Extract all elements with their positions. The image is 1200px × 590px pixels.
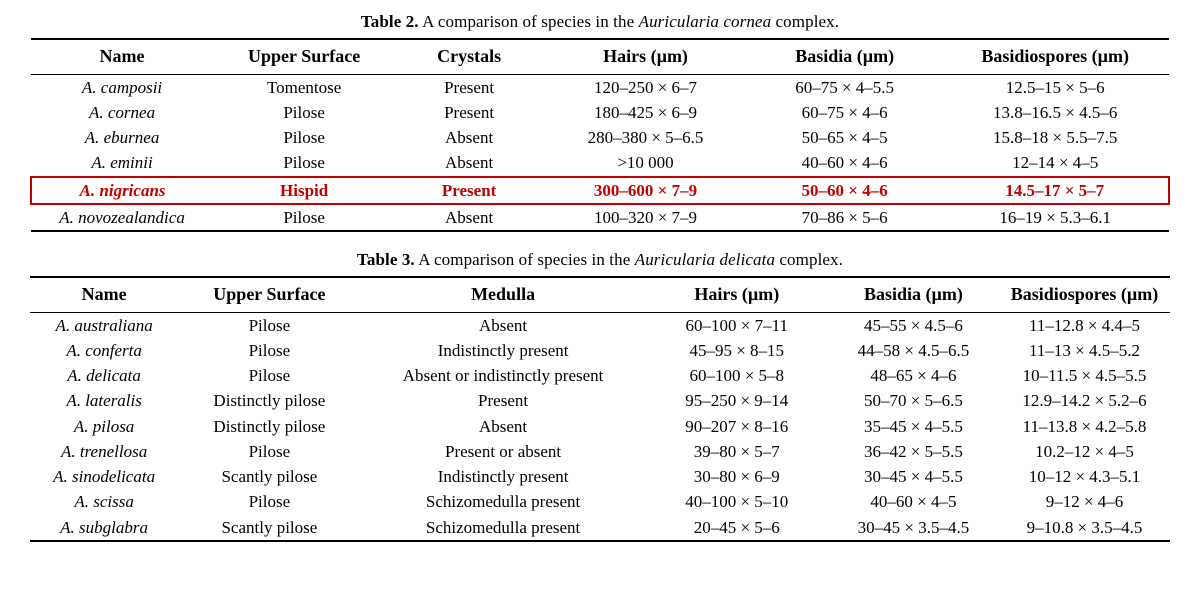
table-row <box>30 489 1170 514</box>
cell-basidiospores: 12.5–15 × 5–6 <box>1005 77 1105 97</box>
cell-crystals: Absent <box>395 204 543 231</box>
cell-basidia: 40–60 × 4–6 <box>801 153 888 173</box>
cell-medulla: Schizomedulla present <box>361 515 646 541</box>
cell-basidia: 50–70 × 5–6.5 <box>864 391 963 411</box>
cell-upper-surface: Scantly pilose <box>178 515 360 541</box>
cell-basidiospores: 11–13 × 4.5–5.2 <box>1029 340 1140 360</box>
table-2-caption <box>30 12 1170 32</box>
cell-basidiospores: 10–12 × 4.3–5.1 <box>1028 467 1141 486</box>
cell-name: A. scissa <box>74 492 134 512</box>
cell-upper-surface: Pilose <box>248 492 291 512</box>
table-2 <box>30 38 1170 232</box>
cell-hairs: 300–600 × 7–9 <box>543 177 748 204</box>
cell-basidia: 35–45 × 4–5.5 <box>864 416 963 436</box>
table-3-caption <box>30 250 1170 270</box>
cell-upper-surface: Scantly pilose <box>221 467 318 486</box>
cell-upper-surface: Pilose <box>283 153 325 173</box>
cell-basidiospores: 9–12 × 4–6 <box>1045 492 1124 512</box>
table-2-col-basidiospores: Basidiospores (µm) <box>941 39 1169 74</box>
cell-hairs: 20–45 × 5–6 <box>646 515 828 541</box>
table-2-header-row <box>31 39 1169 74</box>
cell-crystals: Absent <box>445 153 494 173</box>
table-3-header-row <box>30 277 1170 312</box>
cell-hairs: 60–100 × 7–11 <box>685 315 788 335</box>
cell-basidia: 30–45 × 3.5–4.5 <box>828 515 999 541</box>
table-row <box>31 125 1169 150</box>
cell-name: A. delicata <box>67 366 141 385</box>
cell-crystals: Present <box>395 177 543 204</box>
cell-name: A. australiana <box>55 315 153 335</box>
table-row <box>31 74 1169 100</box>
table-3-col-hairs: Hairs (µm) <box>646 277 828 312</box>
cell-name: A. nigricans <box>31 177 213 204</box>
cell-hairs: 280–380 × 5–6.5 <box>587 128 704 147</box>
cell-medulla: Present or absent <box>445 441 562 461</box>
table-row <box>30 439 1170 464</box>
cell-medulla: Schizomedulla present <box>425 492 581 512</box>
cell-hairs: 60–100 × 5–8 <box>689 366 785 385</box>
table-spacer <box>30 232 1170 246</box>
cell-upper-surface: Pilose <box>283 102 325 122</box>
cell-basidia: 60–75 × 4–6 <box>801 102 888 122</box>
table-row <box>30 338 1170 363</box>
cell-name: A. pilosa <box>73 416 135 436</box>
cell-name: A. trenellosa <box>60 441 148 461</box>
cell-crystals: Present <box>444 77 495 97</box>
cell-hairs: 95–250 × 9–14 <box>685 391 789 411</box>
cell-basidia: 60–75 × 4–5.5 <box>795 77 895 97</box>
table-row <box>31 150 1169 176</box>
cell-upper-surface: Pilose <box>213 204 395 231</box>
table-row <box>30 388 1170 413</box>
table-2-col-name: Name <box>31 39 213 74</box>
table-2-caption-species: Auricularia cornea <box>638 12 772 31</box>
table-3-caption-label: Table 3. <box>356 250 415 269</box>
cell-crystals: Present <box>444 102 495 122</box>
cell-basidia: 36–42 × 5–5.5 <box>864 441 963 461</box>
cell-basidiospores: 10.2–12 × 4–5 <box>1035 441 1134 461</box>
cell-hairs: 120–250 × 6–7 <box>593 77 698 97</box>
table-2-caption-text-after: complex. <box>771 12 840 31</box>
cell-basidia: 70–86 × 5–6 <box>748 204 941 231</box>
cell-medulla: Indistinctly present <box>437 340 569 360</box>
cell-basidiospores: 11–12.8 × 4.4–5 <box>1029 315 1140 335</box>
table-row <box>30 363 1170 388</box>
cell-basidiospores: 15.8–18 × 5.5–7.5 <box>993 128 1118 147</box>
cell-basidia: 48–65 × 4–6 <box>870 366 957 385</box>
cell-upper-surface: Pilose <box>283 128 325 147</box>
cell-name: A. subglabra <box>30 515 178 541</box>
cell-medulla: Present <box>478 391 529 411</box>
table-row <box>30 414 1170 439</box>
cell-basidia: 30–45 × 4–5.5 <box>864 467 963 486</box>
table-2-col-hairs: Hairs (µm) <box>543 39 748 74</box>
cell-basidiospores: 13.8–16.5 × 4.5–6 <box>993 102 1118 122</box>
cell-name: A. cornea <box>88 102 156 122</box>
cell-hairs: 40–100 × 5–10 <box>685 492 789 512</box>
table-3-caption-text-before: A comparison of species in the <box>414 250 635 269</box>
cell-name: A. conferta <box>66 340 142 360</box>
cell-basidia: 45–55 × 4.5–6 <box>864 315 963 335</box>
table-3-caption-species: Auricularia delicata <box>634 250 776 269</box>
cell-hairs: 90–207 × 8–16 <box>685 416 789 436</box>
cell-hairs: 180–425 × 6–9 <box>593 102 698 122</box>
cell-hairs: >10 000 <box>617 153 674 173</box>
cell-basidiospores: 11–13.8 × 4.2–5.8 <box>1022 416 1147 436</box>
cell-basidiospores: 16–19 × 5.3–6.1 <box>941 204 1169 231</box>
cell-medulla: Indistinctly present <box>437 467 569 486</box>
cell-upper-surface: Tomentose <box>266 77 342 97</box>
cell-name: A. camposii <box>81 77 163 97</box>
table-2-caption-label: Table 2. <box>360 12 419 31</box>
cell-upper-surface: Distinctly pilose <box>213 391 326 411</box>
cell-medulla: Absent or indistinctly present <box>402 366 604 385</box>
table-3-col-medulla: Medulla <box>361 277 646 312</box>
cell-name: A. eminii <box>91 153 153 173</box>
cell-medulla: Absent <box>478 416 528 436</box>
table-row-highlighted <box>31 177 1169 204</box>
cell-basidia: 44–58 × 4.5–6.5 <box>857 340 970 360</box>
table-2-col-upper-surface: Upper Surface <box>213 39 395 74</box>
cell-hairs: 100–320 × 7–9 <box>543 204 748 231</box>
cell-basidiospores: 10–11.5 × 4.5–5.5 <box>1022 366 1147 385</box>
table-3-caption-text-after: complex. <box>775 250 843 269</box>
table-3-col-basidiospores: Basidiospores (µm) <box>999 277 1170 312</box>
table-3-block <box>30 250 1170 542</box>
table-row <box>31 204 1169 231</box>
table-2-block <box>30 12 1170 232</box>
table-3-col-name: Name <box>30 277 178 312</box>
cell-upper-surface: Distinctly pilose <box>213 416 326 436</box>
cell-basidiospores: 9–10.8 × 3.5–4.5 <box>999 515 1170 541</box>
table-3 <box>30 276 1170 542</box>
table-3-col-basidia: Basidia (µm) <box>828 277 999 312</box>
table-row <box>30 312 1170 338</box>
cell-upper-surface: Pilose <box>248 441 291 461</box>
table-row <box>30 515 1170 541</box>
table-3-col-upper-surface: Upper Surface <box>178 277 360 312</box>
cell-name: A. lateralis <box>66 391 142 411</box>
table-2-col-crystals: Crystals <box>395 39 543 74</box>
cell-hairs: 30–80 × 6–9 <box>693 467 780 486</box>
table-2-caption-text-before: A comparison of species in the <box>418 12 639 31</box>
cell-basidiospores: 12.9–14.2 × 5.2–6 <box>1022 391 1147 411</box>
cell-hairs: 39–80 × 5–7 <box>693 441 780 461</box>
cell-medulla: Absent <box>478 315 528 335</box>
cell-basidia: 50–60 × 4–6 <box>748 177 941 204</box>
table-2-col-basidia: Basidia (µm) <box>748 39 941 74</box>
cell-upper-surface: Pilose <box>248 340 291 360</box>
cell-hairs: 45–95 × 8–15 <box>689 340 785 360</box>
cell-name: A. eburnea <box>84 128 160 147</box>
cell-basidia: 40–60 × 4–5 <box>870 492 957 512</box>
cell-upper-surface: Pilose <box>248 366 291 385</box>
table-row <box>31 100 1169 125</box>
cell-basidiospores: 14.5–17 × 5–7 <box>941 177 1169 204</box>
cell-upper-surface: Pilose <box>248 315 291 335</box>
cell-basidia: 50–65 × 4–5 <box>801 128 888 147</box>
cell-name: A. novozealandica <box>31 204 213 231</box>
table-row <box>30 464 1170 489</box>
cell-upper-surface: Hispid <box>213 177 395 204</box>
cell-name: A. sinodelicata <box>53 467 156 486</box>
cell-basidiospores: 12–14 × 4–5 <box>1012 153 1099 173</box>
cell-crystals: Absent <box>445 128 494 147</box>
